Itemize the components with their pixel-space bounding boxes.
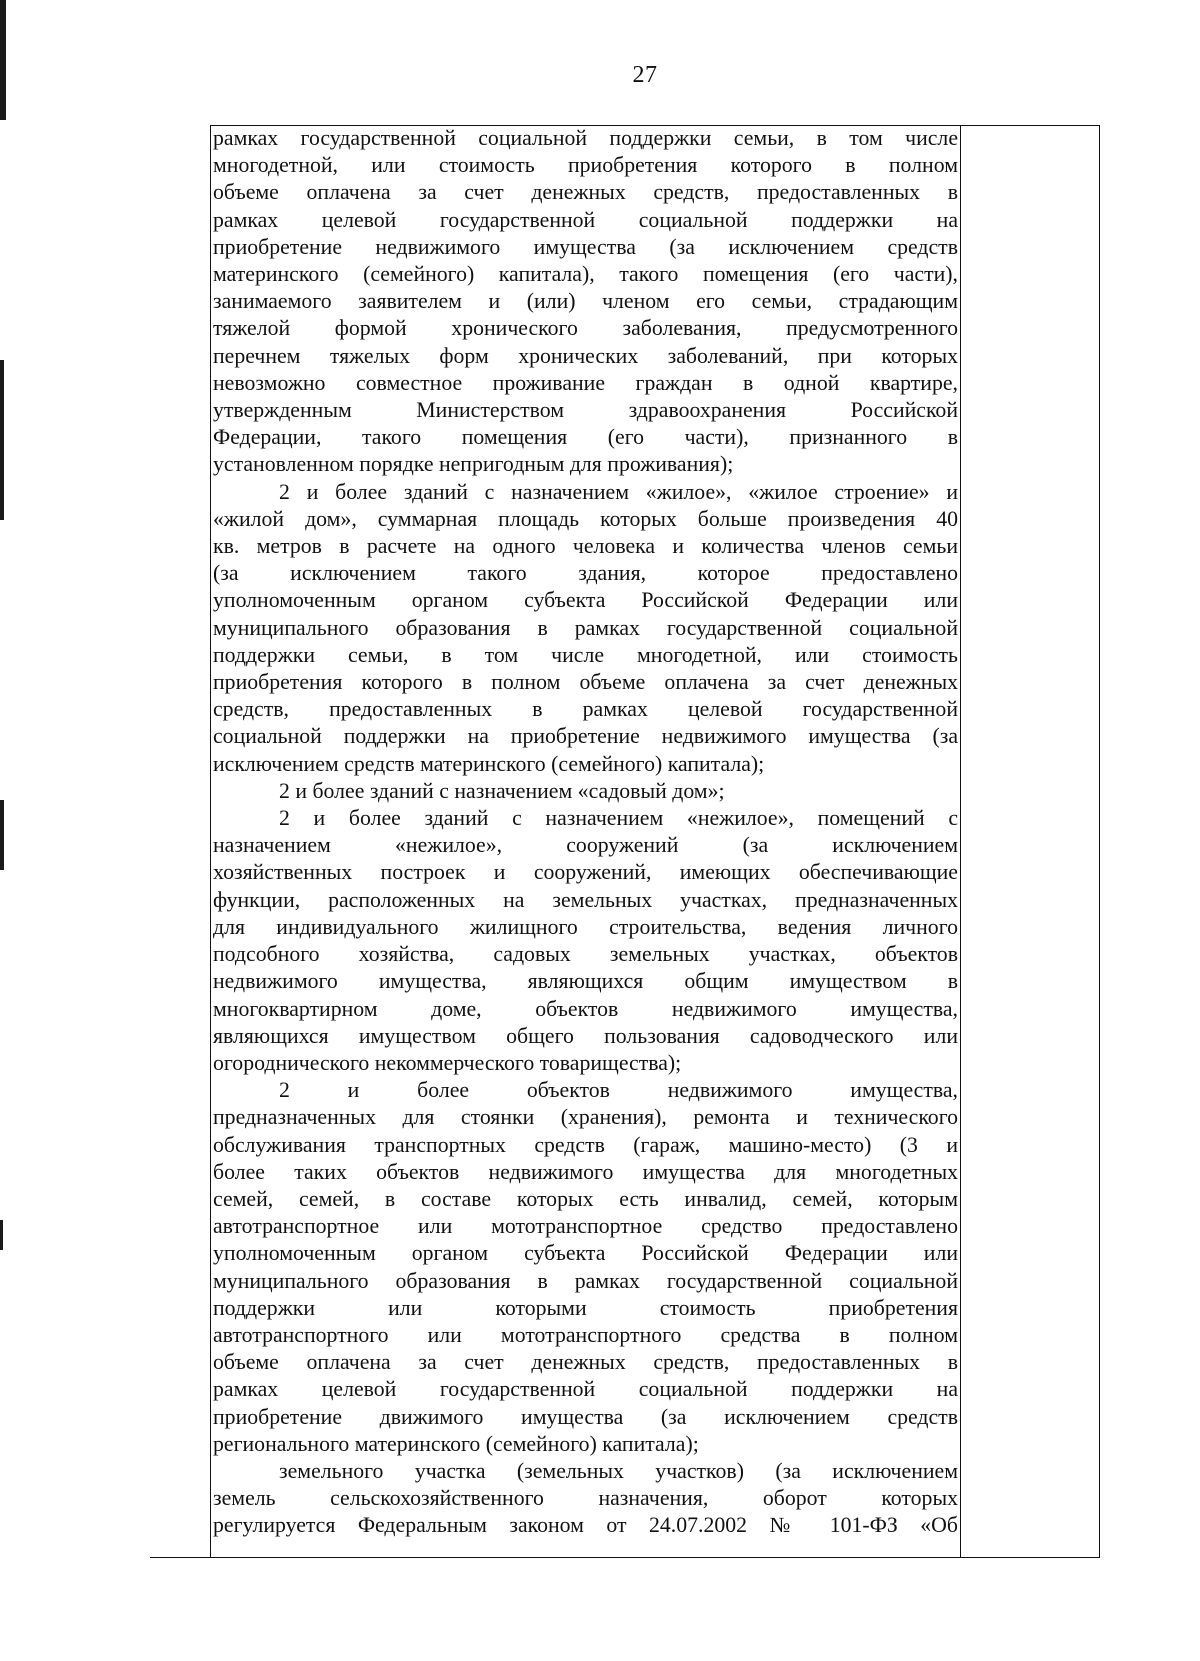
text-line: объеме оплачена за счет денежных средств, предоставленных в [213, 1350, 958, 1375]
text-line: недвижимого имущества, являющихся общим имуществом в [213, 969, 958, 994]
text-line: предназначенных для стоянки (хранения), ремонта и технического [213, 1105, 958, 1130]
text-line: занимаемого заявителем и (или) членом его семьи, страдающим [213, 289, 958, 314]
text-line: поддержки или которыми стоимость приобретения [213, 1295, 958, 1320]
text-line: приобретение недвижимого имущества (за исключением средств [213, 234, 958, 259]
text-line: поддержки семьи, в том числе многодетной, или стоимость [213, 642, 958, 667]
text-line: регионального материнского (семейного) капитала); [213, 1431, 699, 1456]
text-line: социальной поддержки на приобретение недвижимого имущества (за [213, 724, 958, 749]
text-line: кв. метров в расчете на одного человека и количества членов семьи [213, 534, 958, 559]
text-line: уполномоченным органом субъекта Российской Федерации или [213, 588, 958, 613]
text-line: рамках целевой государственной социальной поддержки на [213, 207, 958, 232]
text-line: более таких объектов недвижимого имущества для многодетных [213, 1159, 958, 1184]
text-line: огороднического некоммерческого товарищества); [213, 1050, 682, 1075]
text-line: установленном порядке непригодным для проживания); [213, 452, 734, 477]
text-line: для индивидуального жилищного строительства, ведения личного [213, 914, 958, 939]
text-line: средств, предоставленных в рамках целевой государственной [213, 697, 958, 722]
text-line: «жилой дом», суммарная площадь которых больше произведения 40 [213, 506, 958, 531]
text-line: рамках целевой государственной социальной поддержки на [213, 1377, 958, 1402]
text-line: многодетной, или стоимость приобретения которого в полном [213, 153, 958, 178]
text-line: 2 и более зданий с назначением «садовый дом»; [279, 778, 725, 803]
text-line: муниципального образования в рамках государственной социальной [213, 1268, 958, 1293]
text-line: автотранспортного или мототранспортного средства в полном [213, 1322, 958, 1347]
text-line: земельного участка (земельных участков) (за исключением [279, 1458, 958, 1483]
text-line: 2 и более объектов недвижимого имущества, [279, 1078, 958, 1103]
text-line: уполномоченным органом субъекта Российской Федерации или [213, 1241, 958, 1266]
table-column-divider-middle [960, 125, 961, 1558]
text-line: исключением средств материнского (семейного) капитала); [213, 751, 765, 776]
text-line: тяжелой формой хронического заболевания, предусмотренного [213, 316, 958, 341]
text-line: невозможно совместное проживание граждан в одной квартире, [213, 370, 958, 395]
page-number: 27 [632, 62, 658, 88]
text-line: многоквартирном доме, объектов недвижимого имущества, [213, 996, 958, 1021]
text-line: 2 и более зданий с назначением «нежилое», помещений с [279, 806, 958, 831]
text-line: подсобного хозяйства, садовых земельных участках, объектов [213, 942, 958, 967]
text-line: Федерации, такого помещения (его части), признанного в [213, 425, 958, 450]
table-bottom-border [150, 1557, 1100, 1558]
text-line: семей, семей, в составе которых есть инвалид, семей, которым [213, 1186, 958, 1211]
text-line: земель сельскохозяйственного назначения, оборот которых [213, 1486, 958, 1511]
table-cell-text [213, 125, 958, 1540]
text-line: перечнем тяжелых форм хронических заболеваний, при которых [213, 343, 958, 368]
text-line: объеме оплачена за счет денежных средств, предоставленных в [213, 180, 958, 205]
text-line: (за исключением такого здания, которое предоставлено [213, 561, 958, 586]
scan-edge-mark [0, 0, 6, 120]
text-line: приобретение движимого имущества (за исключением средств [213, 1404, 958, 1429]
text-line: 2 и более зданий с назначением «жилое», «жилое строение» и [279, 479, 958, 504]
scan-edge-mark [0, 800, 4, 870]
document-table [150, 125, 1100, 1558]
text-line: муниципального образования в рамках государственной социальной [213, 615, 958, 640]
text-line: назначением «нежилое», сооружений (за исключением [213, 833, 958, 858]
text-line: утвержденным Министерством здравоохранения Российской [213, 398, 958, 423]
scan-edge-mark [0, 360, 4, 520]
text-line: функции, расположенных на земельных участках, предназначенных [213, 887, 958, 912]
scan-edge-mark [0, 1220, 3, 1250]
text-line: регулируется Федеральным законом от 24.07.2002 № 101-ФЗ «Об [213, 1513, 958, 1538]
table-right-border [1099, 125, 1100, 1558]
table-column-divider-left [210, 125, 211, 1558]
text-line: хозяйственных построек и сооружений, имеющих обеспечивающие [213, 860, 958, 885]
text-line: рамках государственной социальной поддержки семьи, в том числе [213, 126, 958, 150]
text-line: приобретения которого в полном объеме оплачена за счет денежных [213, 670, 958, 695]
text-line: обслуживания транспортных средств (гараж, машино-место) (3 и [213, 1132, 958, 1157]
text-line: являющихся имуществом общего пользования садоводческого или [213, 1023, 958, 1048]
text-line: автотранспортное или мототранспортное средство предоставлено [213, 1214, 958, 1239]
text-line: материнского (семейного) капитала), такого помещения (его части), [213, 262, 958, 287]
